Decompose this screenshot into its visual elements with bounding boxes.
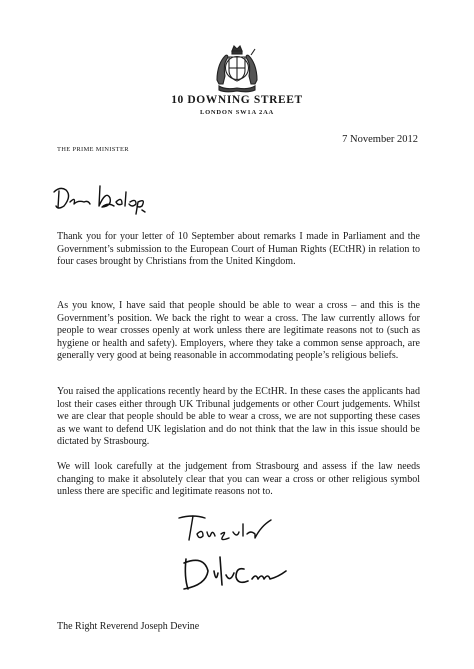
letter-paragraph: We will look carefully at the judgement from Strasbourg and assess if the law needs changing to make it absolutely clear that you can wear a cross or other religious symbol unless there are specific and legitimate reasons not to. <box>57 461 420 498</box>
handwritten-salutation <box>50 180 150 216</box>
royal-coat-of-arms-icon <box>213 44 261 94</box>
letterhead-address-street: 10 DOWNING STREET <box>171 94 303 106</box>
recipient-name: The Right Reverend Joseph Devine <box>57 621 200 632</box>
letter-date: 7 November 2012 <box>342 134 418 145</box>
letter-paragraph: Thank you for your letter of 10 September about remarks I made in Parliament and the Government’s submission to the European Court of Human Rights (ECtHR) in relation to four cases brought by Christians from the United Kingdom. <box>57 231 420 268</box>
handwritten-signature <box>178 549 290 597</box>
sender-office: THE PRIME MINISTER <box>57 146 129 153</box>
letter-paragraph: You raised the applications recently heard by the ECtHR. In these cases the applicants had lost their cases either through UK Tribunal judgements or other Court judgements. Whilst we are clear that people should be able to wear a cross, we are not supporting these cases as we want to defend UK legislation and do not think that the law in this issue should be dictated by Strasbourg. <box>57 386 420 448</box>
letter-paragraph: As you know, I have said that people should be able to wear a cross – and this is the Government’s position. We back the right to wear a cross. The law currently allows for people to wear crosses openly at work unless there are legitimate reasons not to (such as hygiene or health and safety). Employers, where they take a common sense approach, are generally very good at being reasonable in accommodating people’s religious beliefs. <box>57 300 420 362</box>
letterhead-address-city: LONDON SW1A 2AA <box>199 109 275 116</box>
handwritten-closing <box>175 512 280 550</box>
